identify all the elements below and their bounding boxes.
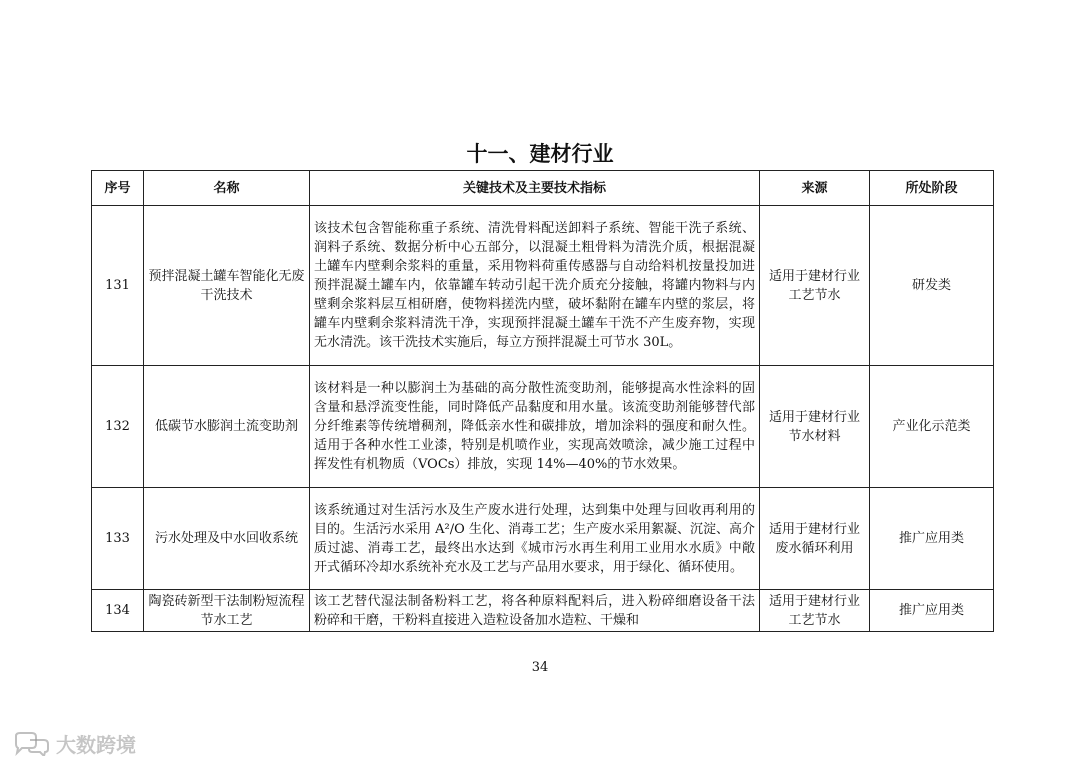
table-header-row: [92, 171, 994, 206]
header-key-technology: 关键技术及主要技术指标: [310, 171, 760, 206]
row-name: 预拌混凝土罐车智能化无废干洗技术: [144, 206, 310, 366]
row-description: 该工艺替代湿法制备粉料工艺，将各种原料配料后，进入粉碎细磨设备干法粉碎和干磨，干粉料直接进入造粒设备加水造粒、干燥和: [310, 590, 760, 632]
row-number: 131: [92, 206, 144, 366]
chat-bubbles-logo-icon: [12, 732, 52, 756]
row-stage: 产业化示范类: [870, 366, 994, 488]
header-name: 名称: [144, 171, 310, 206]
row-description: 该材料是一种以膨润土为基础的高分散性流变助剂，能够提高水性涂料的固含量和悬浮流变性能，同时降低产品黏度和用水量。该流变助剂能够替代部分纤维素等传统增稠剂，降低亲水性和碳排放，增加涂料的强度和耐久性。适用于各种水性工业漆，特别是机喷作业，实现高效喷涂，减少施工过程中挥发性有机物质（VOCs）排放，实现 14%—40%的节水效果。: [310, 366, 760, 488]
row-number: 132: [92, 366, 144, 488]
table-row: [92, 206, 994, 366]
table-row: [92, 488, 994, 590]
row-number: 133: [92, 488, 144, 590]
row-name: 低碳节水膨润土流变助剂: [144, 366, 310, 488]
page-title: 十一、建材行业: [466, 142, 614, 166]
table-row: [92, 590, 994, 632]
header-number: 序号: [92, 171, 144, 206]
technology-table: [91, 170, 994, 632]
row-source: 适用于建材行业废水循环利用: [760, 488, 870, 590]
row-source: 适用于建材行业工艺节水: [760, 590, 870, 632]
watermark-text: 大数跨境: [56, 733, 136, 757]
row-description: 该系统通过对生活污水及生产废水进行处理，达到集中处理与回收再利用的目的。生活污水采用 A²/O 生化、消毒工艺；生产废水采用絮凝、沉淀、高介质过滤、消毒工艺，最终出水达到《城市污水再生利用工业用水水质》中敞开式循环冷却水系统补充水及工艺与产品用水要求，用于绿化、循环使用。: [310, 488, 760, 590]
header-source: 来源: [760, 171, 870, 206]
page-number: 34: [531, 660, 549, 675]
table-row: [92, 366, 994, 488]
row-stage: 推广应用类: [870, 488, 994, 590]
watermark: [12, 729, 136, 758]
row-source: 适用于建材行业工艺节水: [760, 206, 870, 366]
header-stage: 所处阶段: [870, 171, 994, 206]
row-name: 污水处理及中水回收系统: [144, 488, 310, 590]
row-stage: 研发类: [870, 206, 994, 366]
row-source: 适用于建材行业节水材料: [760, 366, 870, 488]
row-name: 陶瓷砖新型干法制粉短流程节水工艺: [144, 590, 310, 632]
row-stage: 推广应用类: [870, 590, 994, 632]
row-number: 134: [92, 590, 144, 632]
row-description: 该技术包含智能称重子系统、清洗骨料配送卸料子系统、智能干洗子系统、润料子系统、数据分析中心五部分，以混凝土粗骨料为清洗介质，根据混凝土罐车内壁剩余浆料的重量，采用物料荷重传感器与自动给料机按量投加进预拌混凝土罐车内，依靠罐车转动引起干洗介质充分接触，将罐内物料与内壁剩余浆料层互相研磨，使物料搓洗内壁，破坏黏附在罐车内壁的浆层，将罐车内壁剩余浆料清洗干净，实现预拌混凝土罐车干洗不产生废弃物，实现无水清洗。该干洗技术实施后，每立方预拌混凝土可节水 30L。: [310, 206, 760, 366]
